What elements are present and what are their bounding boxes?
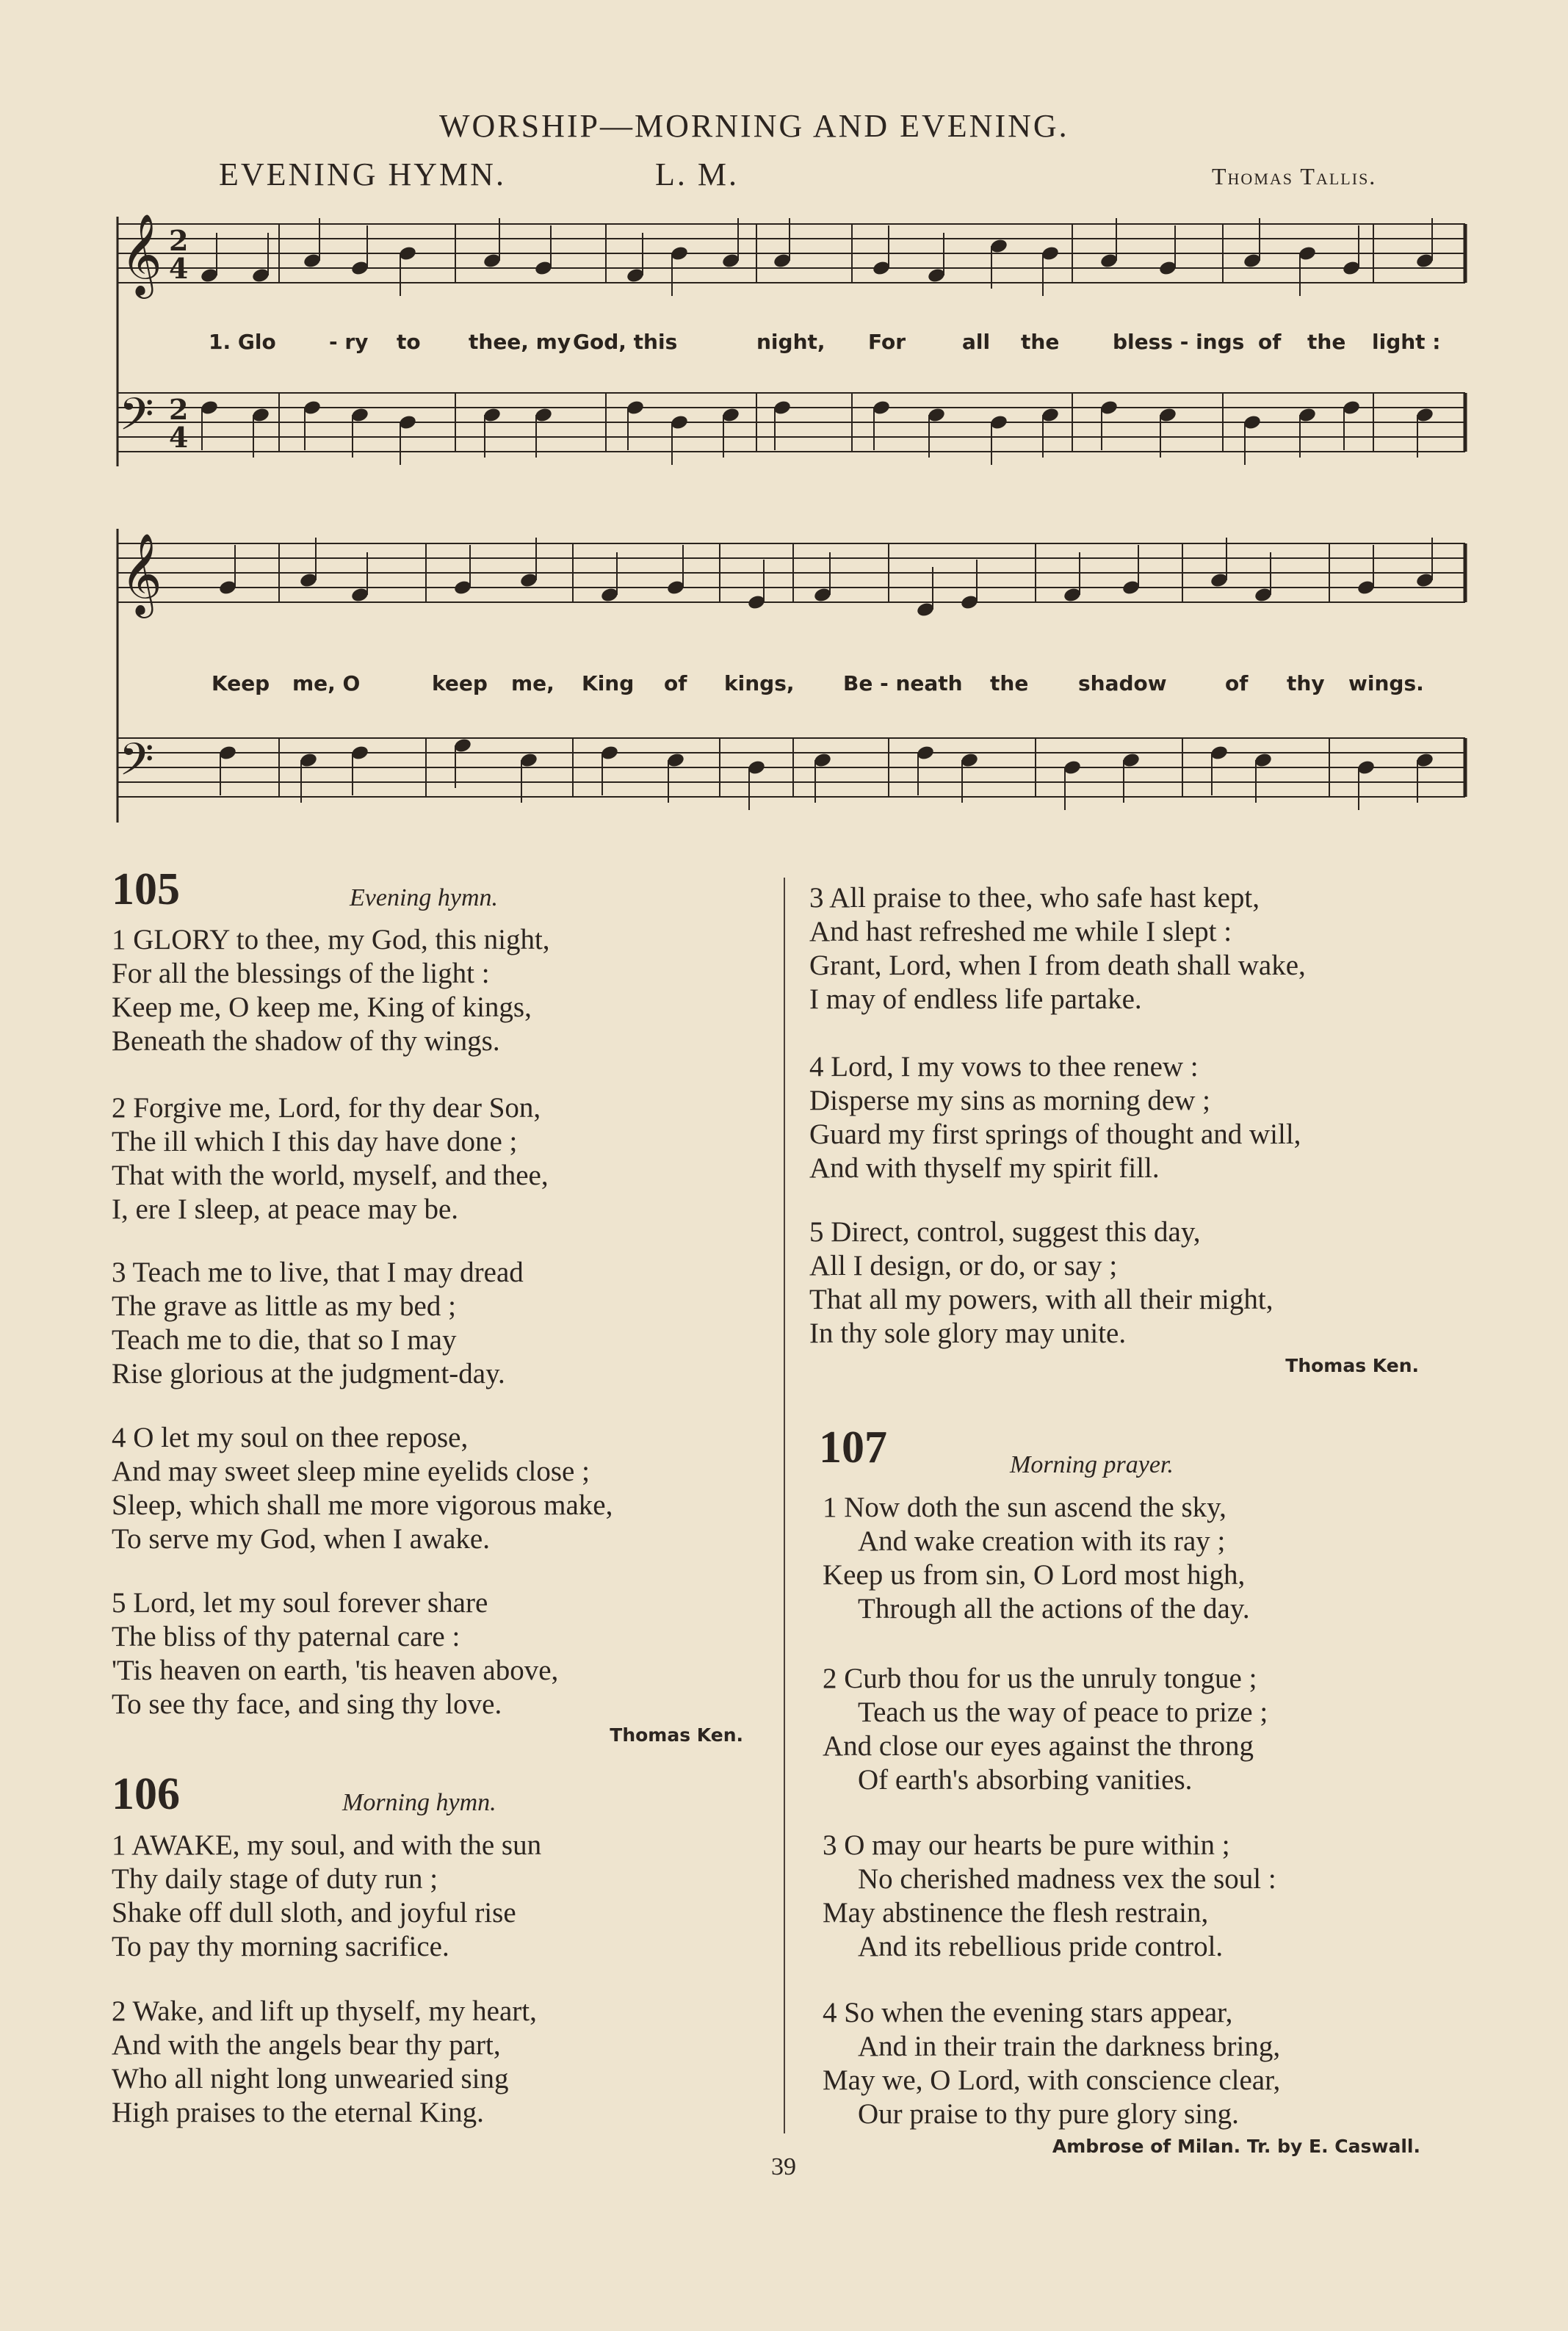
lyric-syllable: 1. Glo <box>209 330 276 354</box>
verse-line: Of earth's absorbing vanities. <box>858 1764 1193 1796</box>
treble-clef: 𝄞 <box>120 213 162 295</box>
verse-line: Keep me, O keep me, King of kings, <box>112 991 532 1023</box>
verse-line: To serve my God, when I awake. <box>112 1523 490 1555</box>
verse-5 <box>809 1215 1273 1351</box>
lyric-syllable: King <box>582 671 635 695</box>
verse-3 <box>809 881 1306 1016</box>
verse-line: The bliss of thy paternal care : <box>112 1621 460 1652</box>
lyric-syllable: shadow <box>1078 671 1167 695</box>
verse-line: 5 Direct, control, suggest this day, <box>809 1216 1201 1248</box>
verse-2 <box>823 1662 1268 1797</box>
verse-line: 1 AWAKE, my soul, and with the sun <box>112 1829 542 1861</box>
verse-line: And with thyself my spirit fill. <box>809 1152 1160 1184</box>
verse-line: The ill which I this day have done ; <box>112 1126 518 1157</box>
lyric-syllable: God, this <box>573 330 678 354</box>
verse-3 <box>112 1256 524 1391</box>
verse-line: No cherished madness vex the soul : <box>858 1863 1276 1895</box>
verse-line: Grant, Lord, when I from death shall wake, <box>809 950 1306 981</box>
lyric-syllable: me, O <box>292 671 361 695</box>
lyric-syllable: wings. <box>1348 671 1424 695</box>
verse-line: I may of endless life partake. <box>809 983 1142 1015</box>
verse-line: And its rebellious pride control. <box>858 1931 1224 1962</box>
lyric-syllable: of <box>1258 330 1282 354</box>
lyric-syllable: all <box>962 330 991 354</box>
lyric-syllable: of <box>664 671 687 695</box>
lyric-syllable: bless - ings <box>1113 330 1245 354</box>
verse-1 <box>112 1829 541 1964</box>
verse-line: Keep us from sin, O Lord most high, <box>823 1559 1246 1591</box>
verse-5 <box>112 1586 558 1721</box>
author: Thomas Ken. <box>610 1724 743 1746</box>
verse-line: High praises to the eternal King. <box>112 2097 484 2128</box>
verse-line: Shake off dull sloth, and joyful rise <box>112 1897 516 1929</box>
verse-line: To pay thy morning sacrifice. <box>112 1931 449 1962</box>
verse-line: Sleep, which shall me more vigorous make, <box>112 1489 613 1521</box>
verse-line: 5 Lord, let my soul forever share <box>112 1587 488 1619</box>
hymn-title: Morning hymn. <box>342 1789 496 1816</box>
verse-line: Beneath the shadow of thy wings. <box>112 1025 500 1057</box>
verse-line: And may sweet sleep mine eyelids close ; <box>112 1456 590 1487</box>
lyric-syllable: of <box>1225 671 1249 695</box>
lyric-syllable: the <box>990 671 1029 695</box>
lyric-syllable: kings, <box>724 671 795 695</box>
time-signature: 2 <box>169 224 189 257</box>
lyric-syllable: thy <box>1287 671 1325 695</box>
verse-line: That all my powers, with all their might, <box>809 1284 1273 1315</box>
lyric-syllable: thee, my <box>469 330 571 354</box>
verse-line: 1 GLORY to thee, my God, this night, <box>112 924 550 955</box>
verse-line: Our praise to thy pure glory sing. <box>858 2098 1239 2130</box>
verse-1 <box>112 923 550 1058</box>
verse-line: 4 So when the evening stars appear, <box>823 1997 1233 2028</box>
hymn-number: 106 <box>112 1769 180 1819</box>
verse-1 <box>823 1491 1250 1626</box>
verse-line: 2 Forgive me, Lord, for thy dear Son, <box>112 1092 541 1124</box>
lyric-syllable: For <box>868 330 906 354</box>
lyric-syllable: Keep <box>212 671 270 695</box>
verse-line: Rise glorious at the judgment-day. <box>112 1358 505 1389</box>
verse-line: And with the angels bear thy part, <box>112 2029 501 2061</box>
lyric-syllable: the <box>1307 330 1346 354</box>
composer: Thomas Tallis. <box>1212 163 1377 189</box>
verse-line: All I design, or do, or say ; <box>809 1250 1118 1282</box>
page-number: 39 <box>771 2153 796 2180</box>
hymn-number: 107 <box>819 1423 887 1472</box>
author: Ambrose of Milan. Tr. by E. Caswall. <box>1052 2136 1420 2157</box>
verse-line: 2 Wake, and lift up thyself, my heart, <box>112 1995 537 2027</box>
verse-line: In thy sole glory may unite. <box>809 1318 1127 1349</box>
verse-line: And hast refreshed me while I slept : <box>809 916 1232 947</box>
verse-2 <box>112 1091 549 1226</box>
verse-line: And in their train the darkness bring, <box>858 2031 1281 2062</box>
verse-line: 3 O may our hearts be pure within ; <box>823 1829 1230 1861</box>
hymn-title: Morning prayer. <box>1010 1451 1174 1478</box>
time-signature: 4 <box>169 252 189 285</box>
verse-line: The grave as little as my bed ; <box>112 1290 456 1322</box>
verse-line: Disperse my sins as morning dew ; <box>809 1085 1210 1116</box>
verse-line: 4 Lord, I my vows to thee renew : <box>809 1051 1199 1083</box>
time-signature: 4 <box>169 421 189 454</box>
verse-3 <box>823 1829 1276 1964</box>
lyric-syllable: the <box>1021 330 1060 354</box>
verse-line: Teach me to die, that so I may <box>112 1324 457 1356</box>
verse-line: And close our eyes against the throng <box>823 1730 1254 1762</box>
author: Thomas Ken. <box>1285 1355 1419 1376</box>
verse-line: Thy daily stage of duty run ; <box>112 1863 438 1895</box>
lyric-syllable: - ry <box>329 330 369 354</box>
lyric-syllable: to <box>397 330 421 354</box>
verse-2 <box>112 1995 537 2130</box>
verse-line: Teach us the way of peace to prize ; <box>858 1696 1268 1728</box>
meter: L. M. <box>655 156 739 192</box>
verse-line: 3 All praise to thee, who safe hast kept, <box>809 882 1260 914</box>
column-divider <box>784 878 785 2133</box>
running-title: WORSHIP—MORNING AND EVENING. <box>439 108 1069 144</box>
verse-line: 2 Curb thou for us the unruly tongue ; <box>823 1663 1257 1694</box>
lyric-syllable: night, <box>756 330 825 354</box>
verse-4 <box>809 1050 1301 1185</box>
lyric-syllable: keep <box>432 671 488 695</box>
verse-line: 'Tis heaven on earth, 'tis heaven above, <box>112 1655 559 1686</box>
bass-clef: 𝄢 <box>119 734 154 797</box>
bass-clef: 𝄢 <box>119 388 154 452</box>
verse-line: That with the world, myself, and thee, <box>112 1160 549 1191</box>
verse-4 <box>112 1421 613 1556</box>
time-signature: 2 <box>169 393 189 426</box>
treble-clef: 𝄞 <box>120 532 162 615</box>
verse-line: Through all the actions of the day. <box>858 1593 1250 1625</box>
verse-line: 1 Now doth the sun ascend the sky, <box>823 1492 1226 1523</box>
verse-line: To see thy face, and sing thy love. <box>112 1688 502 1720</box>
lyric-syllable: light : <box>1372 330 1441 354</box>
verse-line: 3 Teach me to live, that I may dread <box>112 1257 524 1288</box>
hymn-title: Evening hymn. <box>350 884 499 911</box>
lyric-syllable: me, <box>511 671 554 695</box>
verse-line: And wake creation with its ray ; <box>858 1525 1226 1557</box>
lyric-syllable: Be - neath <box>843 671 963 695</box>
verse-line: May abstinence the flesh restrain, <box>823 1897 1209 1929</box>
verse-line: May we, O Lord, with conscience clear, <box>823 2064 1281 2096</box>
verse-line: For all the blessings of the light : <box>112 958 490 989</box>
hymn-number: 105 <box>112 864 180 914</box>
verse-line: 4 O let my soul on thee repose, <box>112 1422 469 1453</box>
verse-4 <box>823 1996 1280 2131</box>
tune-title: EVENING HYMN. <box>219 156 506 192</box>
verse-line: Guard my first springs of thought and will, <box>809 1118 1301 1150</box>
verse-line: I, ere I sleep, at peace may be. <box>112 1193 459 1225</box>
verse-line: Who all night long unwearied sing <box>112 2063 509 2095</box>
